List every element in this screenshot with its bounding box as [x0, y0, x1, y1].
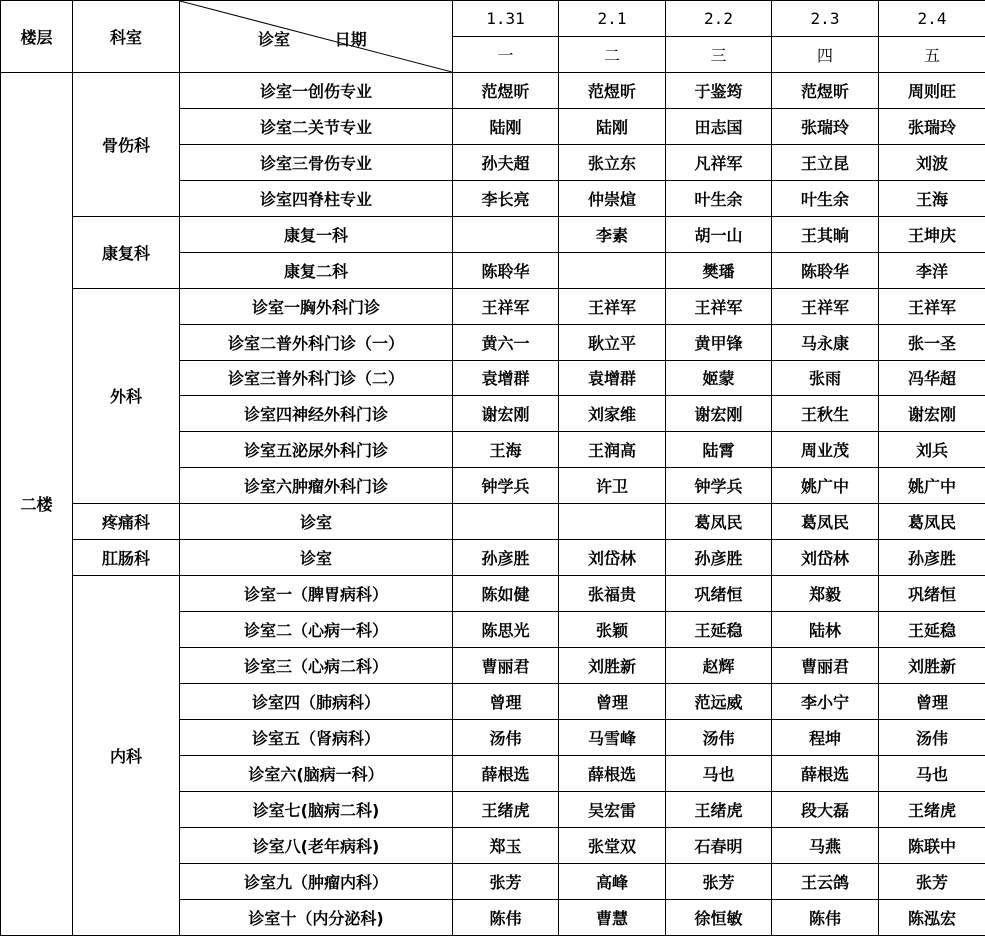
- doctor-cell: 王绪虎: [666, 791, 772, 827]
- header-weekday: 三: [666, 37, 772, 73]
- doctor-cell: 谢宏刚: [879, 396, 985, 432]
- doctor-cell: [559, 504, 666, 540]
- doctor-cell: 徐恒敏: [666, 899, 772, 935]
- doctor-cell: [453, 504, 559, 540]
- doctor-cell: 马也: [666, 755, 772, 791]
- doctor-cell: 马雪峰: [559, 719, 666, 755]
- doctor-cell: 钟学兵: [453, 468, 559, 504]
- doctor-cell: 凡祥军: [666, 144, 772, 180]
- table-row: [1, 504, 985, 540]
- header-row-dates: [1, 1, 985, 37]
- doctor-cell: 郑玉: [453, 827, 559, 863]
- doctor-cell: 陆刚: [453, 108, 559, 144]
- doctor-cell: 巩绪恒: [666, 576, 772, 612]
- doctor-cell: 刘兵: [879, 432, 985, 468]
- doctor-cell: 张瑞玲: [772, 108, 879, 144]
- table-row: [1, 288, 985, 324]
- room-cell: 诊室七(脑病二科): [180, 791, 453, 827]
- header-room-date-label: 诊室 日期: [258, 27, 367, 50]
- header-weekday: 四: [772, 37, 879, 73]
- dept-cell: 肛肠科: [73, 540, 180, 576]
- doctor-cell: 曾理: [879, 683, 985, 719]
- doctor-cell: 陈如健: [453, 576, 559, 612]
- doctor-cell: 刘家维: [559, 396, 666, 432]
- doctor-cell: 曾理: [559, 683, 666, 719]
- doctor-cell: 刘波: [879, 144, 985, 180]
- doctor-cell: 刘胜新: [879, 648, 985, 684]
- doctor-cell: 汤伟: [666, 719, 772, 755]
- room-cell: 诊室四脊柱专业: [180, 180, 453, 216]
- doctor-cell: 姚广中: [772, 468, 879, 504]
- dept-cell: 疼痛科: [73, 504, 180, 540]
- doctor-cell: 樊璠: [666, 252, 772, 288]
- room-cell: 康复二科: [180, 252, 453, 288]
- doctor-cell: 张堂双: [559, 827, 666, 863]
- room-cell: 诊室四（肺病科）: [180, 683, 453, 719]
- doctor-cell: 范煜昕: [772, 73, 879, 109]
- doctor-cell: 孙彦胜: [453, 540, 559, 576]
- doctor-cell: 周则旺: [879, 73, 985, 109]
- doctor-cell: 陈泓宏: [879, 899, 985, 935]
- room-cell: 康复一科: [180, 216, 453, 252]
- doctor-cell: 姚广中: [879, 468, 985, 504]
- doctor-cell: 刘岱林: [772, 540, 879, 576]
- doctor-cell: 王祥军: [772, 288, 879, 324]
- doctor-cell: 袁增群: [559, 360, 666, 396]
- header-date: 2.4: [879, 1, 985, 37]
- doctor-cell: 薛根选: [559, 755, 666, 791]
- doctor-cell: 王祥军: [879, 288, 985, 324]
- header-floor: 楼层: [1, 1, 73, 73]
- doctor-cell: 马燕: [772, 827, 879, 863]
- doctor-cell: 王延稳: [666, 612, 772, 648]
- doctor-cell: 葛凤民: [666, 504, 772, 540]
- header-diagonal-cell: [180, 1, 453, 73]
- doctor-cell: 王海: [879, 180, 985, 216]
- doctor-cell: 石春明: [666, 827, 772, 863]
- doctor-cell: 张颖: [559, 612, 666, 648]
- doctor-cell: 于鉴筠: [666, 73, 772, 109]
- room-cell: 诊室六肿瘤外科门诊: [180, 468, 453, 504]
- room-cell: 诊室九（肿瘤内科）: [180, 863, 453, 899]
- doctor-cell: 马永康: [772, 324, 879, 360]
- doctor-cell: 曹丽君: [772, 648, 879, 684]
- doctor-cell: 吴宏雷: [559, 791, 666, 827]
- doctor-cell: 曾理: [453, 683, 559, 719]
- doctor-cell: 陈思光: [453, 612, 559, 648]
- header-dept: 科室: [73, 1, 180, 73]
- room-cell: 诊室十（内分泌科): [180, 899, 453, 935]
- dept-cell: 康复科: [73, 216, 180, 288]
- doctor-cell: 王秋生: [772, 396, 879, 432]
- doctor-cell: 张一圣: [879, 324, 985, 360]
- table-row: [1, 73, 985, 109]
- doctor-cell: 王立昆: [772, 144, 879, 180]
- doctor-cell: 许卫: [559, 468, 666, 504]
- doctor-cell: [559, 252, 666, 288]
- table-row: [1, 540, 985, 576]
- doctor-cell: 程坤: [772, 719, 879, 755]
- doctor-cell: 陈聆华: [772, 252, 879, 288]
- doctor-cell: 孙夫超: [453, 144, 559, 180]
- doctor-cell: 段大磊: [772, 791, 879, 827]
- doctor-cell: 范远威: [666, 683, 772, 719]
- doctor-cell: 葛凤民: [879, 504, 985, 540]
- doctor-cell: 高峰: [559, 863, 666, 899]
- doctor-cell: 李素: [559, 216, 666, 252]
- doctor-cell: 李洋: [879, 252, 985, 288]
- doctor-cell: 冯华超: [879, 360, 985, 396]
- doctor-cell: 周业茂: [772, 432, 879, 468]
- header-weekday: 二: [559, 37, 666, 73]
- doctor-cell: 王绪虎: [879, 791, 985, 827]
- header-date: 2.1: [559, 1, 666, 37]
- doctor-cell: 巩绪恒: [879, 576, 985, 612]
- header-date: 1.31: [453, 1, 559, 37]
- doctor-cell: 王绪虎: [453, 791, 559, 827]
- room-cell: 诊室五泌尿外科门诊: [180, 432, 453, 468]
- doctor-cell: 张立东: [559, 144, 666, 180]
- header-date: 2.3: [772, 1, 879, 37]
- doctor-cell: 葛凤民: [772, 504, 879, 540]
- doctor-cell: 王延稳: [879, 612, 985, 648]
- doctor-cell: 刘胜新: [559, 648, 666, 684]
- doctor-cell: 陈联中: [879, 827, 985, 863]
- doctor-cell: 李长亮: [453, 180, 559, 216]
- doctor-cell: 张芳: [879, 863, 985, 899]
- room-cell: 诊室二（心病一科）: [180, 612, 453, 648]
- dept-cell: 内科: [73, 576, 180, 935]
- room-cell: 诊室一创伤专业: [180, 73, 453, 109]
- doctor-cell: 王海: [453, 432, 559, 468]
- room-cell: 诊室六(脑病一科）: [180, 755, 453, 791]
- room-cell: 诊室: [180, 504, 453, 540]
- doctor-cell: [453, 216, 559, 252]
- doctor-cell: 谢宏刚: [666, 396, 772, 432]
- doctor-cell: 陈伟: [772, 899, 879, 935]
- doctor-cell: 陆林: [772, 612, 879, 648]
- doctor-cell: 王祥军: [666, 288, 772, 324]
- header-weekday: 一: [453, 37, 559, 73]
- doctor-cell: 郑毅: [772, 576, 879, 612]
- doctor-cell: 仲崇煊: [559, 180, 666, 216]
- header-weekday: 五: [879, 37, 985, 73]
- doctor-cell: 叶生余: [666, 180, 772, 216]
- doctor-cell: 谢宏刚: [453, 396, 559, 432]
- doctor-cell: 孙彦胜: [666, 540, 772, 576]
- doctor-cell: 耿立平: [559, 324, 666, 360]
- doctor-cell: 袁增群: [453, 360, 559, 396]
- doctor-cell: 张福贵: [559, 576, 666, 612]
- doctor-cell: 孙彦胜: [879, 540, 985, 576]
- room-cell: 诊室四神经外科门诊: [180, 396, 453, 432]
- floor-cell: 二楼: [1, 73, 73, 936]
- room-cell: 诊室二普外科门诊（一）: [180, 324, 453, 360]
- schedule-body: [1, 1, 985, 936]
- doctor-cell: 汤伟: [879, 719, 985, 755]
- doctor-cell: 王云鸽: [772, 863, 879, 899]
- room-cell: 诊室八(老年病科): [180, 827, 453, 863]
- doctor-cell: 李小宁: [772, 683, 879, 719]
- doctor-cell: 刘岱林: [559, 540, 666, 576]
- doctor-cell: 叶生余: [772, 180, 879, 216]
- doctor-cell: 赵辉: [666, 648, 772, 684]
- doctor-cell: 曹丽君: [453, 648, 559, 684]
- doctor-cell: 范煜昕: [453, 73, 559, 109]
- doctor-cell: 陆霄: [666, 432, 772, 468]
- doctor-cell: 张雨: [772, 360, 879, 396]
- table-row: [1, 216, 985, 252]
- doctor-cell: 王润高: [559, 432, 666, 468]
- room-cell: 诊室三普外科门诊（二）: [180, 360, 453, 396]
- doctor-cell: 王坤庆: [879, 216, 985, 252]
- doctor-cell: 王祥军: [453, 288, 559, 324]
- doctor-cell: 王其晌: [772, 216, 879, 252]
- doctor-cell: 张芳: [453, 863, 559, 899]
- doctor-cell: 姬蒙: [666, 360, 772, 396]
- room-cell: 诊室五（肾病科）: [180, 719, 453, 755]
- room-cell: 诊室: [180, 540, 453, 576]
- doctor-cell: 汤伟: [453, 719, 559, 755]
- header-date: 2.2: [666, 1, 772, 37]
- doctor-cell: 薛根选: [453, 755, 559, 791]
- room-cell: 诊室一（脾胃病科）: [180, 576, 453, 612]
- doctor-cell: 曹慧: [559, 899, 666, 935]
- doctor-cell: 黄甲锋: [666, 324, 772, 360]
- doctor-cell: 陈伟: [453, 899, 559, 935]
- doctor-cell: 陆刚: [559, 108, 666, 144]
- doctor-cell: 钟学兵: [666, 468, 772, 504]
- doctor-cell: 黄六一: [453, 324, 559, 360]
- dept-cell: 骨伤科: [73, 73, 180, 217]
- doctor-cell: 胡一山: [666, 216, 772, 252]
- doctor-cell: 陈聆华: [453, 252, 559, 288]
- doctor-cell: 范煜昕: [559, 73, 666, 109]
- table-row: [1, 576, 985, 612]
- room-cell: 诊室一胸外科门诊: [180, 288, 453, 324]
- doctor-cell: 田志国: [666, 108, 772, 144]
- doctor-cell: 张瑞玲: [879, 108, 985, 144]
- dept-cell: 外科: [73, 288, 180, 504]
- doctor-cell: 王祥军: [559, 288, 666, 324]
- room-cell: 诊室三骨伤专业: [180, 144, 453, 180]
- doctor-cell: 张芳: [666, 863, 772, 899]
- doctor-cell: 薛根选: [772, 755, 879, 791]
- room-cell: 诊室二关节专业: [180, 108, 453, 144]
- doctor-cell: 马也: [879, 755, 985, 791]
- room-cell: 诊室三（心病二科）: [180, 648, 453, 684]
